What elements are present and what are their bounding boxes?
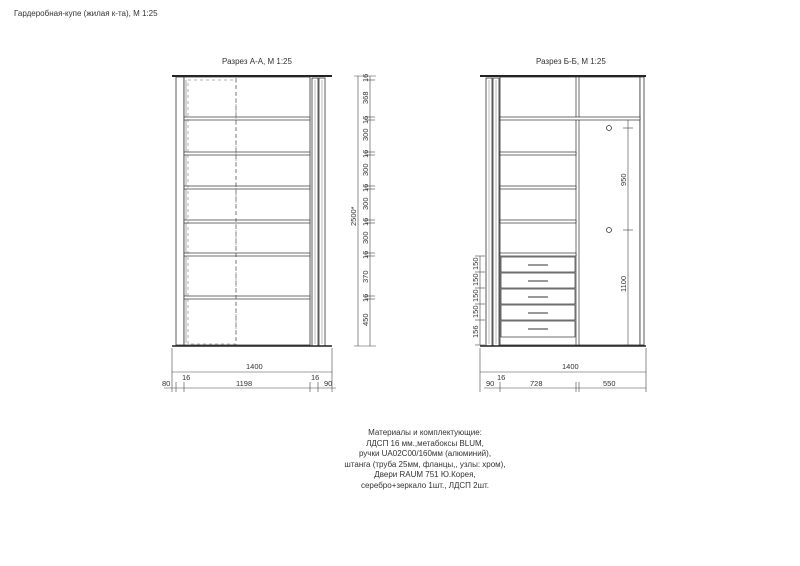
dim-a-width-16-right: 16 — [311, 373, 320, 382]
dim-a-3: 16 — [361, 115, 370, 124]
materials-notes — [300, 428, 550, 491]
dim-a-13: 16 — [361, 293, 370, 302]
section-b-title: Разрез Б-Б, М 1:25 — [536, 57, 606, 66]
section-a-drawing — [162, 57, 376, 392]
dim-a-width-16-left: 16 — [182, 373, 191, 382]
dim-a-5: 16 — [361, 149, 370, 158]
dim-b-1100: 1100 — [619, 275, 628, 292]
dim-b-width-90: 90 — [486, 379, 495, 388]
dim-b-width-16: 16 — [497, 373, 506, 382]
dim-a-width-total: 1400 — [246, 362, 263, 371]
dim-b-drawer-5: 156 — [471, 325, 480, 338]
dim-a-width-80: 80 — [162, 379, 171, 388]
dim-a-14: 450 — [361, 313, 370, 326]
dim-a-6: 300 — [361, 163, 370, 176]
dim-a-8: 300 — [361, 197, 370, 210]
notes-line: ручки UA02C00/160мм (алюминий), — [358, 449, 492, 458]
dim-a-1: 16 — [361, 73, 370, 82]
dim-b-drawer-4: 150 — [471, 305, 480, 318]
section-a-title: Разрез А-А, М 1:25 — [222, 57, 292, 66]
section-b-drawing — [471, 57, 646, 392]
dim-b-width-total: 1400 — [562, 362, 579, 371]
dim-b-width-728: 728 — [530, 379, 543, 388]
dim-a-width-1198: 1198 — [236, 379, 253, 388]
dim-a-width-90: 90 — [324, 379, 333, 388]
dim-b-950: 950 — [619, 173, 628, 186]
sheet-title: Гардеробная-купе (жилая к-та), М 1:25 — [14, 9, 158, 18]
dim-b-drawer-3: 150 — [471, 289, 480, 302]
dim-a-11: 16 — [361, 250, 370, 259]
notes-line: серебро+зеркало 1шт., ЛДСП 2шт. — [360, 480, 490, 490]
dim-a-12: 370 — [361, 270, 370, 283]
dim-a-total-height: 2500* — [349, 206, 358, 226]
dim-a-9: 16 — [361, 217, 370, 226]
dim-b-drawer-1: 150 — [471, 257, 480, 270]
dim-b-width-550: 550 — [603, 379, 616, 388]
notes-line: Материалы и комплектующие: — [368, 428, 482, 437]
dim-a-10: 300 — [361, 231, 370, 244]
dim-b-drawer-2: 150 — [471, 273, 480, 286]
notes-line: штанга (труба 25мм, фланцы,, узлы: хром), — [344, 459, 506, 469]
notes-line: ЛДСП 16 мм.,метабоксы BLUM, — [366, 438, 484, 448]
dim-a-4: 300 — [361, 128, 370, 141]
notes-line: Двери RAUM 751 Ю.Корея, — [374, 470, 476, 479]
dim-a-7: 16 — [361, 183, 370, 192]
dim-a-2: 368 — [361, 91, 370, 104]
